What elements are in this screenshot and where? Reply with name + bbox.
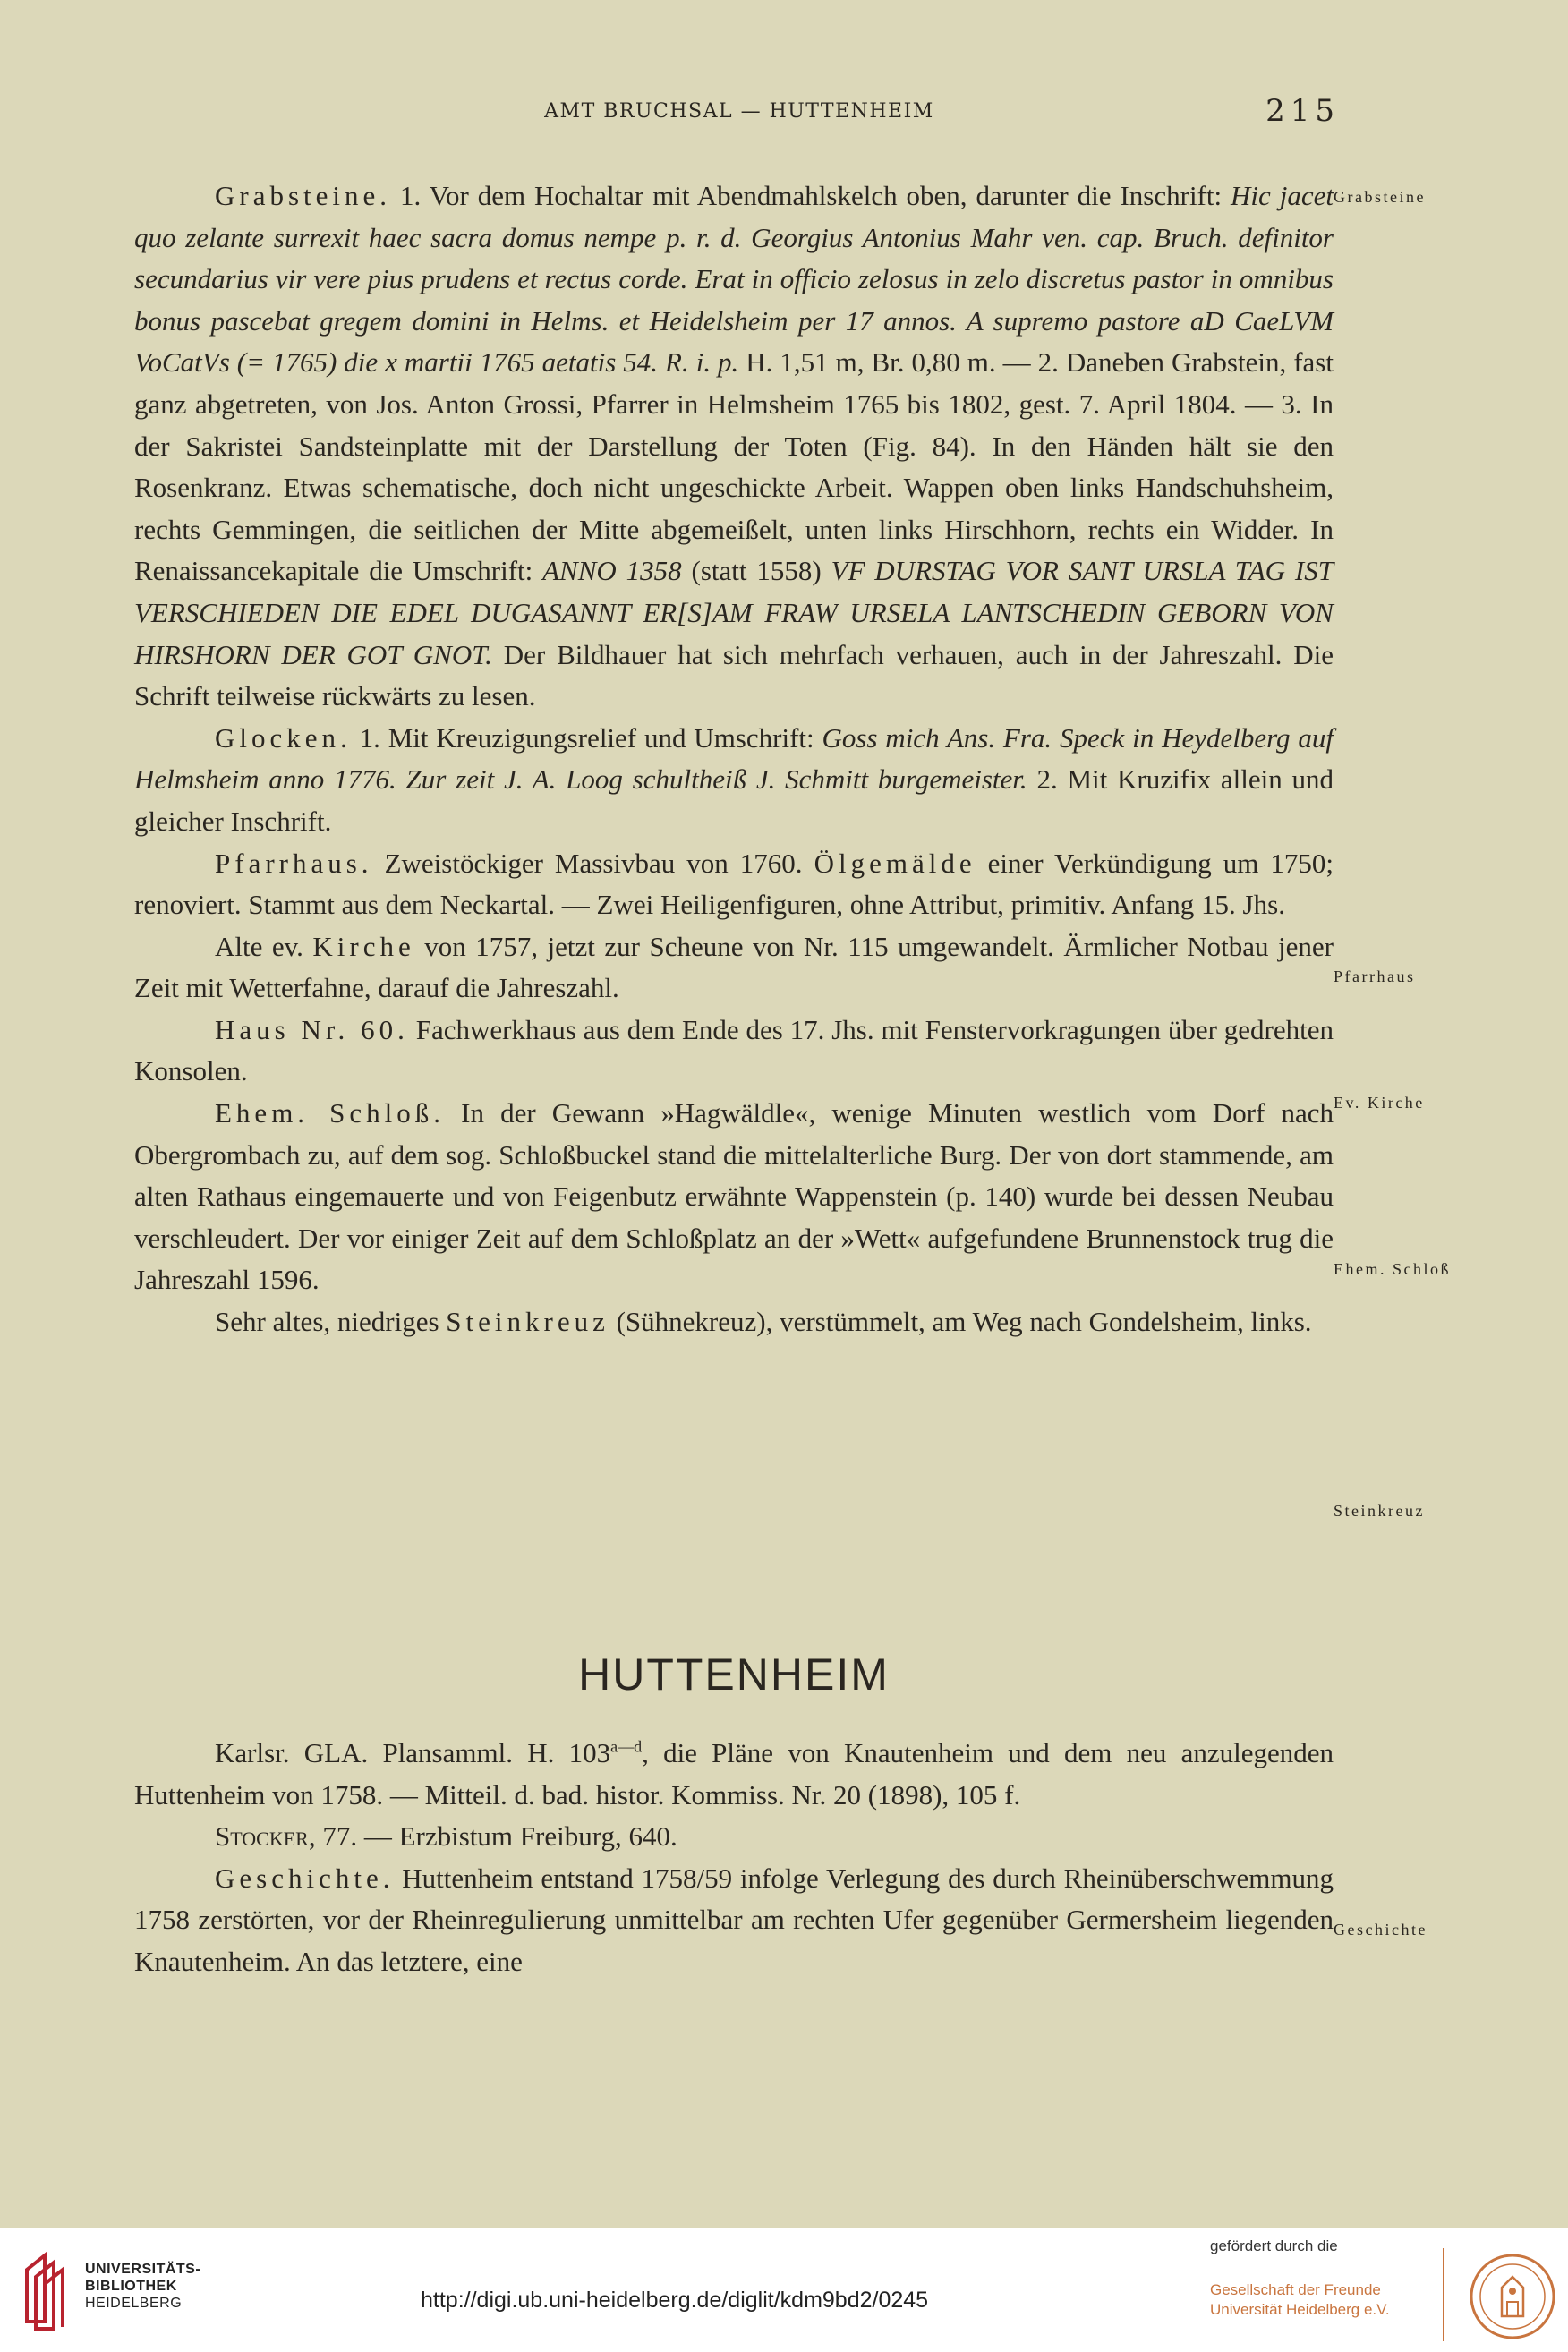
margin-note-grabsteine: Grabsteine	[1334, 188, 1426, 206]
margin-note-pfarrhaus: Pfarrhaus	[1334, 967, 1416, 985]
margin-note-ev-kirche: Ev. Kirche	[1334, 1094, 1425, 1112]
permalink-url[interactable]: http://digi.ub.uni-heidelberg.de/diglit/kdm9bd2/0245	[421, 2288, 929, 2313]
margin-note-ehem-schloss: Ehem. Schloß	[1334, 1260, 1451, 1278]
paragraph-pfarrhaus: Pfarrhaus. Zweistöckiger Massivbau von 1760. Ölgemälde einer Verkündigung um 1750; renoviert. Stammt aus dem Neckartal. — Zwei Heiligenfiguren, ohne Attribut, primitiv. Anfang 15. Jhs.	[134, 847, 1334, 921]
margin-note-geschichte: Geschichte	[1334, 1921, 1427, 1939]
paragraph-ev-kirche: Alte ev. Kirche von 1757, jetzt zur Scheune von Nr. 115 umgewandelt. Ärmlicher Notbau jener Zeit mit Wetterfahne, darauf die Jahreszahl.	[134, 930, 1334, 1004]
paragraph-haus-60: Haus Nr. 60. Fachwerkhaus aus dem Ende des 17. Jhs. mit Fenstervorkragungen über gedrehten Konsolen.	[134, 1013, 1334, 1087]
paragraph-ehem-schloss: Ehem. Schloß. In der Gewann »Hagwäldle«, wenige Minuten westlich vom Dorf nach Obergrombach zu, auf dem sog. Schloßbuckel stand die mittelalterliche Burg. Der von dort stammende, am alten Rathaus eingemauerte und von Feigenbutz erwähnte Wappenstein (p. 140) wurde bei dessen Neubau verschleudert. Der vor einiger Zeit auf dem Schloßplatz an der »Wett« aufgefundene Brunnenstock trug die Jahreszahl 1596.	[134, 1097, 1334, 1296]
library-name: UNIVERSITÄTS- BIBLIOTHEK HEIDELBERG	[85, 2262, 201, 2311]
paragraph-sources: Karlsr. GLA. Plansamml. H. $103^{a—d}$, die Pläne von Knautenheim und dem neu anzulegenden Huttenheim von 1758. — Mitteil. d. bad. histor. Kommiss. Nr. 20 (1898), 105 f.	[134, 1737, 1334, 1811]
section-huttenheim-text	[134, 1733, 1334, 1983]
paragraph-literature: Stocker, 77. — Erzbistum Freiburg, 640.	[215, 1820, 677, 1853]
margin-note-steinkreuz: Steinkreuz	[1334, 1502, 1425, 1520]
paragraph-grabsteine: Grabsteine. 1. Vor dem Hochaltar mit Abendmahlskelch oben, darunter die Inschrift: Hic jacet quo zelante surrexit haec sacra domus nempe p. r. d. Georgius Antonius Mahr ven. cap. Bruch. definitor secundarius vir vere pius prudens et rectus corde. Erat in officio zelosus in zelo discretus pastor in omnibus bonus pascebat gregem domini in Helms. et Heidelsheim per 17 annos. A supremo pastore aD CaeLVM VoCatVs (= 1765) die x martii 1765 aetatis 54. R. i. p. H. 1,51 m, Br. 0,80 m. — 2. Daneben Grabstein, fast ganz abgetreten, von Jos. Anton Grossi, Pfarrer in Helmsheim 1765 bis 1802, gest. 7. April 1804. — 3. In der Sakristei Sandsteinplatte mit der Darstellung der Toten (Fig. 84). In den Händen hält sie den Rosenkranz. Etwas schematische, doch nicht ungeschickte Arbeit. Wappen oben links Handschuhsheim, rechts Gemmingen, die seitlichen der Mitte abgemeißelt, unten links Hirschhorn, rechts ein Widder. In Renaissancekapitale die Umschrift: ANNO 1358 (statt 1558) VF DURSTAG VOR SANT URSLA TAG IST VERSCHIEDEN DIE EDEL DUGASANNT ER[S]AM FRAW URSELA LANTSCHEDIN GEBORN VON HIRSHORN DER GOT GNOT. Der Bildhauer hat sich mehrfach verhauen, auch in der Jahreszahl. Die Schrift teilweise rückwärts zu lesen.	[134, 180, 1334, 712]
society-name: Gesellschaft der Freunde Universität Heidelberg e.V.	[1210, 2281, 1390, 2318]
section-title-huttenheim: HUTTENHEIM	[578, 1649, 890, 1700]
footer-bar	[0, 2228, 1568, 2352]
university-library-logo-icon	[18, 2250, 72, 2332]
funded-by-label: gefördert durch die	[1210, 2237, 1338, 2254]
paragraph-geschichte: Geschichte. Huttenheim entstand 1758/59 infolge Verlegung des durch Rheinüberschwemmung 1758 zerstörten, vor der Rheinregulierung unmittelbar am rechten Ufer gegenüber Germersheim liegenden Knautenheim. An das letztere, eine	[134, 1862, 1334, 1977]
paragraph-glocken: Glocken. 1. Mit Kreuzigungsrelief und Umschrift: Goss mich Ans. Fra. Speck in Heydelberg auf Helmsheim anno 1776. Zur zeit J. A. Loog schultheiß J. Schmitt burgemeister. 2. Mit Kruzifix allein und gleicher Inschrift.	[134, 721, 1334, 837]
section-amt-bruchsal-text	[134, 175, 1334, 1343]
footer-divider	[1443, 2248, 1444, 2341]
paragraph-steinkreuz: Sehr altes, niedriges Steinkreuz (Sühnekreuz), verstümmelt, am Weg nach Gondelsheim, links.	[215, 1306, 1312, 1338]
running-head: AMT BRUCHSAL — HUTTENHEIM	[544, 100, 934, 123]
page-number: 215	[1265, 93, 1340, 129]
university-seal-icon	[1468, 2252, 1557, 2341]
